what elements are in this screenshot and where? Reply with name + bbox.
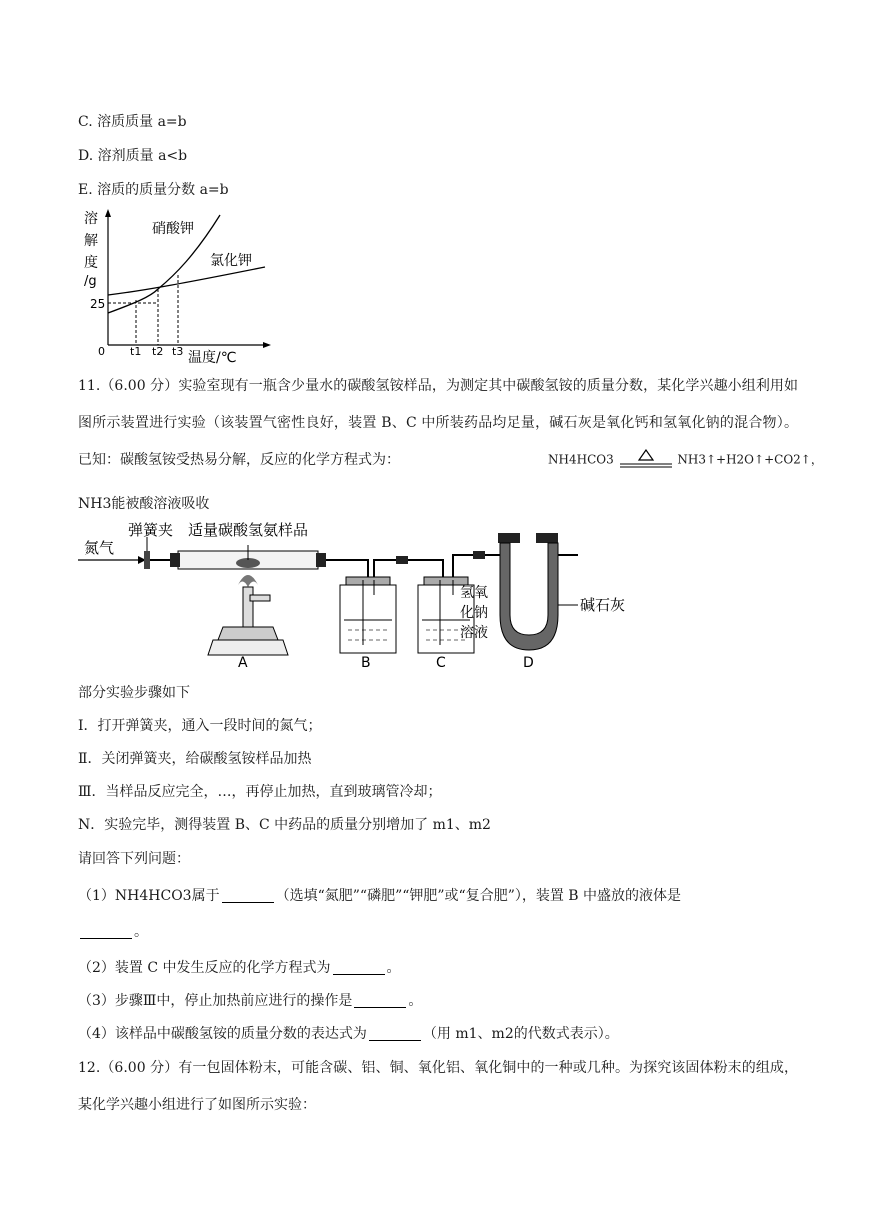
label-spring-clip: 弹簧夹 [128, 521, 174, 539]
y-label-4: /g [84, 274, 97, 289]
y-tick-25: 25 [90, 297, 106, 311]
answer-blank-4[interactable] [354, 993, 406, 1008]
sub-question-1 [78, 886, 681, 906]
sub-question-2 [78, 958, 401, 978]
step-4: N．实验完毕，测得装置 B、C 中药品的质量分别增加了 m1、m2 [78, 817, 491, 833]
label-a: A [238, 655, 248, 671]
answer-blank-2[interactable] [80, 924, 132, 939]
option-c: C. 溶质质量 a=b [78, 114, 187, 130]
label-naoh-1: 氢氧 [460, 585, 488, 601]
sub-question-4 [78, 1024, 619, 1044]
step-3: Ⅲ．当样品反应完全，…，再停止加热，直到玻璃管冷却； [78, 784, 442, 800]
option-e: E. 溶质的质量分数 a=b [78, 182, 229, 198]
step-2: Ⅱ．关闭弹簧夹，给碳酸氢铵样品加热 [78, 751, 312, 767]
answer-blank-5[interactable] [369, 1026, 421, 1041]
sub1-part-c: 。 [134, 924, 148, 940]
sub-question-3 [78, 991, 422, 1011]
label-naoh-3: 溶液 [460, 625, 488, 641]
equation-left: NH4HCO3 [548, 452, 614, 467]
tick-t3: t3 [172, 345, 184, 358]
sub3-part-b: 。 [408, 993, 423, 1009]
label-b: B [361, 655, 371, 671]
y-label-1: 溶 [84, 211, 98, 227]
step-1: Ⅰ．打开弹簧夹，通入一段时间的氮气； [78, 718, 322, 734]
label-d: D [523, 655, 534, 671]
steps-intro: 部分实验步骤如下 [78, 685, 190, 701]
origin-label: 0 [98, 345, 105, 358]
label-soda-lime: 碱石灰 [580, 596, 626, 614]
curve2-label: 氯化钾 [210, 253, 252, 269]
label-sample: 适量碳酸氢氨样品 [188, 521, 309, 539]
tick-t1: t1 [130, 345, 142, 358]
x-label: 温度/℃ [188, 350, 237, 365]
y-label-3: 度 [84, 255, 98, 271]
sub3-part-a: （3）步骤Ⅲ中，停止加热前应进行的操作是 [78, 993, 353, 1009]
option-d: D. 溶剂质量 a<b [78, 148, 188, 164]
sub4-part-b: （用 m1、m2的代数式表示）。 [422, 1026, 619, 1042]
solubility-graph [80, 205, 280, 365]
label-naoh-2: 化钠 [460, 605, 488, 621]
equation-right: NH3↑+H2O↑+CO2↑， [677, 452, 823, 467]
label-c: C [436, 655, 446, 671]
equation [548, 448, 823, 472]
y-label-2: 解 [84, 233, 98, 249]
sub-question-1-cont [78, 922, 148, 942]
label-nitrogen: 氮气 [84, 539, 115, 557]
q11-note: NH3能被酸溶液吸收 [78, 496, 210, 512]
tick-t2: t2 [152, 345, 164, 358]
questions-intro: 请回答下列问题： [78, 851, 190, 867]
sub1-part-a: （1）NH4HCO3属于 [78, 888, 220, 904]
curve1-label: 硝酸钾 [152, 221, 194, 237]
answer-blank-3[interactable] [333, 960, 385, 975]
q12-text-body: 12.（6.00 分）有一包固体粉末，可能含碳、铝、铜、氧化铝、氧化铜中的一种或几种。为探究该固体粉末的组成，某化学兴趣小组进行了如图所示实验： [78, 1060, 798, 1113]
sub2-part-b: 。 [386, 960, 401, 976]
curve-kcl [108, 267, 265, 295]
heat-triangle-icon [618, 448, 674, 472]
sub4-part-a: （4）该样品中碳酸氢铵的质量分数的表达式为 [78, 1026, 367, 1042]
apparatus-diagram [78, 515, 638, 675]
sub2-part-a: （2）装置 C 中发生反应的化学方程式为 [78, 960, 331, 976]
q11-text-body: 11.（6.00 分）实验室现有一瓶含少量水的碳酸氢铵样品，为测定其中碳酸氢铵的质量分数，某化学兴趣小组利用如图所示装置进行实验（该装置气密性良好，装置 B、C 中所装药品均足量，碱石灰是氧化钙和氢氧化钠的混合物）。已知：碳酸氢铵受热易分解，反应的化学方程式为： [78, 378, 798, 468]
sub1-part-b: （选填“氮肥”“磷肥”“钾肥”或“复合肥”），装置 B 中盛放的液体是 [275, 888, 682, 904]
answer-blank-1[interactable] [222, 888, 274, 903]
q12-text [78, 1050, 798, 1124]
